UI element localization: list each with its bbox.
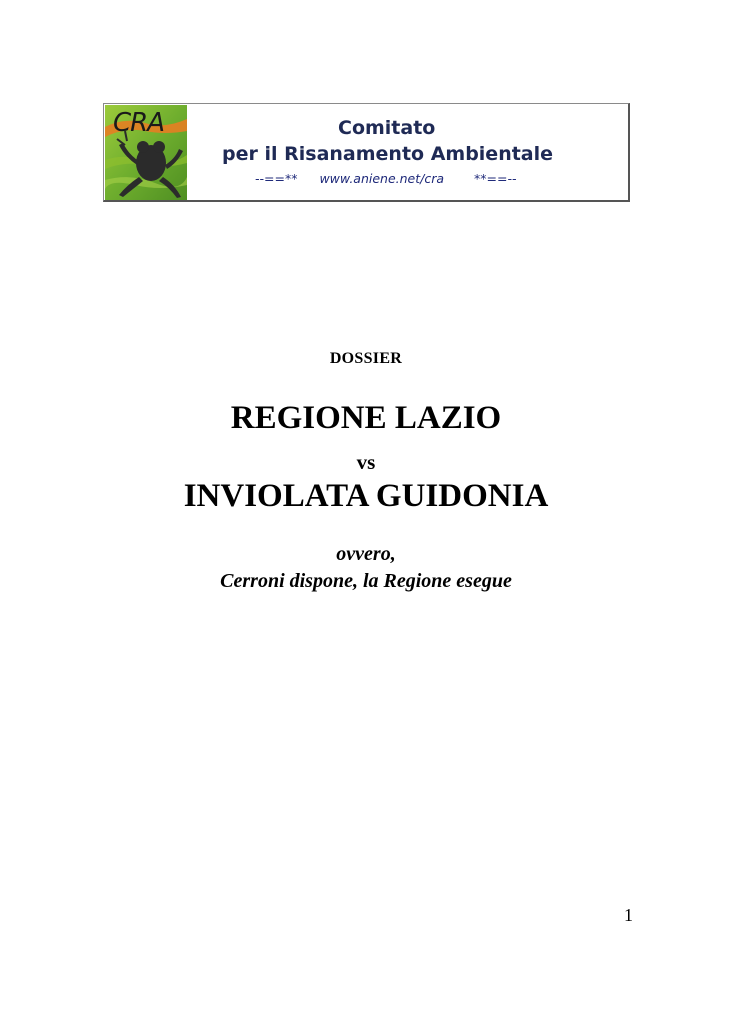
url-suffix: **==-- xyxy=(474,171,517,186)
versus-text: vs xyxy=(356,450,376,474)
page-number: 1 xyxy=(624,905,633,925)
title-line-2: INVIOLATA GUIDONIA xyxy=(183,478,549,514)
frog-logo xyxy=(105,105,187,200)
logo-text: CRA xyxy=(113,108,165,138)
header-banner xyxy=(103,103,630,202)
banner-subtitle: per il Risanamento Ambientale xyxy=(222,143,554,165)
banner-url-row xyxy=(255,171,516,186)
subtitle-line-2: Cerroni dispone, la Regione esegue xyxy=(220,570,512,592)
subtitle-line-1: ovvero, xyxy=(336,543,396,565)
title-line-1: REGIONE LAZIO xyxy=(230,400,502,436)
banner-title: Comitato xyxy=(338,117,436,139)
website-link[interactable]: www.aniene.net/cra xyxy=(319,171,445,186)
url-prefix: --==** xyxy=(255,171,298,186)
document-label: DOSSIER xyxy=(329,350,403,367)
